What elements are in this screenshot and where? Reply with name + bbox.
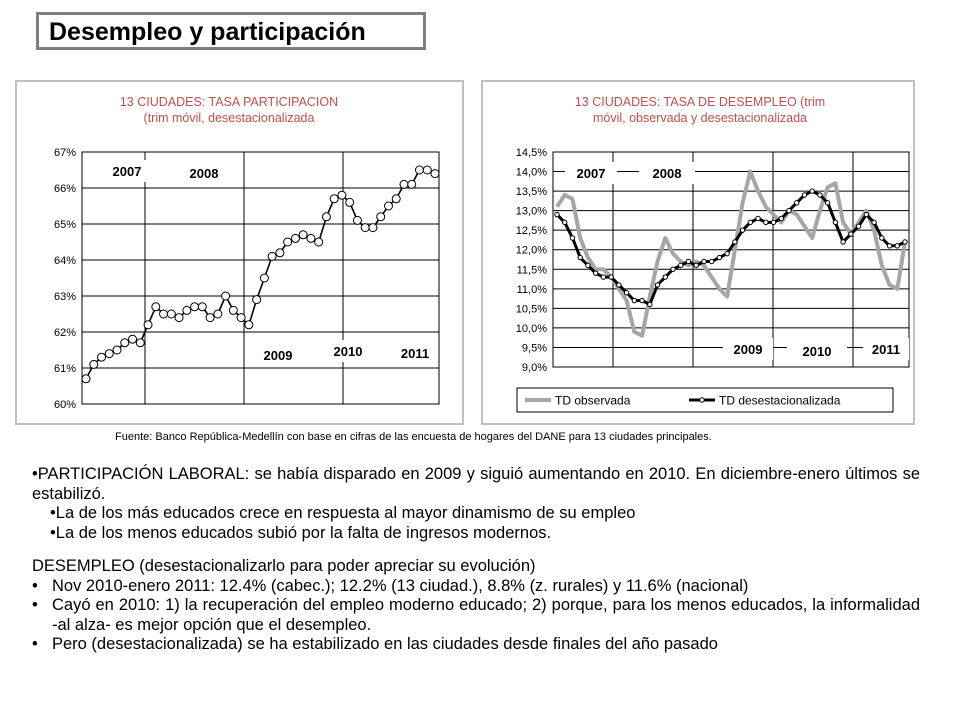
year-label: 2008 <box>189 166 219 181</box>
data-point <box>686 259 690 263</box>
y-tick-label: 67% <box>53 147 76 159</box>
chart-subtitle: (trim móvil, desestacionalizada <box>143 111 315 125</box>
data-point <box>237 314 245 322</box>
unemployment-chart-panel <box>481 80 915 425</box>
year-label: 2010 <box>333 344 363 359</box>
data-point <box>408 180 416 188</box>
year-label: 2011 <box>400 346 430 361</box>
data-point <box>284 238 292 246</box>
data-point <box>601 275 605 279</box>
data-point <box>384 202 392 210</box>
data-point <box>818 193 822 197</box>
data-point <box>113 346 121 354</box>
unemployment-chart <box>483 82 913 423</box>
y-tick-label: 12,0% <box>515 244 547 257</box>
data-point <box>268 252 276 260</box>
data-point <box>864 212 868 216</box>
data-point <box>253 296 261 304</box>
source-note: Fuente: Banco República-Medellín con base en cifras de las encuesta de hogares del DANE para 13 ciudades principales. <box>115 431 712 443</box>
data-point <box>144 321 152 329</box>
data-point <box>322 213 330 221</box>
data-point <box>183 306 191 314</box>
data-point <box>764 220 768 224</box>
year-label: 2009 <box>733 342 763 357</box>
legend-marker <box>700 398 704 402</box>
year-label: 2008 <box>652 166 682 181</box>
y-tick-label: 13,5% <box>515 186 547 199</box>
data-point <box>895 244 899 248</box>
data-point <box>748 220 752 224</box>
participation-chart <box>17 82 462 423</box>
data-point <box>795 201 799 205</box>
data-point <box>377 213 385 221</box>
data-point <box>833 220 837 224</box>
year-label: 2010 <box>802 344 832 359</box>
data-point <box>624 291 628 295</box>
data-point <box>98 353 106 361</box>
data-point <box>779 216 783 220</box>
data-point <box>152 303 160 311</box>
data-point <box>856 224 860 228</box>
data-point <box>849 232 853 236</box>
data-point <box>709 259 713 263</box>
y-tick-label: 13,0% <box>515 205 547 218</box>
data-point <box>431 170 439 178</box>
data-point <box>160 310 168 318</box>
data-point <box>129 335 137 343</box>
year-label: 2007 <box>576 166 606 181</box>
body-text <box>32 465 920 655</box>
data-point <box>756 216 760 220</box>
data-point <box>175 314 183 322</box>
data-point <box>841 240 845 244</box>
title-box <box>36 12 426 50</box>
data-point <box>593 271 597 275</box>
year-label: 2009 <box>263 348 293 363</box>
data-point <box>369 224 377 232</box>
data-point <box>90 360 98 368</box>
page-title: Desempleo y participación <box>49 18 366 46</box>
chart-subtitle: móvil, observada y desestacionalizada <box>592 111 808 125</box>
data-point <box>415 166 423 174</box>
data-point <box>702 259 706 263</box>
year-label: 2011 <box>871 342 901 357</box>
y-tick-label: 14,5% <box>515 147 547 159</box>
data-point <box>771 220 775 224</box>
data-point <box>260 274 268 282</box>
data-point <box>872 220 876 224</box>
data-point <box>632 298 636 302</box>
participation-sub-2: •La de los menos educados subió por la falta de ingresos modernos. <box>50 523 552 542</box>
data-point <box>679 263 683 267</box>
data-point <box>609 275 613 279</box>
data-point <box>353 216 361 224</box>
participation-sub-1: •La de los más educados crece en respuesta al mayor dinamismo de su empleo <box>50 504 636 522</box>
data-point <box>400 180 408 188</box>
data-point <box>361 224 369 232</box>
data-point <box>787 208 791 212</box>
y-tick-label: 62% <box>53 327 76 339</box>
data-point <box>555 212 559 216</box>
y-tick-label: 66% <box>53 183 76 195</box>
y-tick-label: 11,0% <box>516 283 547 296</box>
data-point <box>315 238 323 246</box>
data-point <box>887 244 891 248</box>
data-point <box>307 234 315 242</box>
data-point <box>578 255 582 259</box>
data-point <box>136 339 144 347</box>
data-point <box>121 339 129 347</box>
data-point <box>740 228 744 232</box>
y-tick-label: 60% <box>53 399 76 411</box>
legend-label: TD desestacionalizada <box>719 393 841 408</box>
data-point <box>330 195 338 203</box>
data-point <box>191 303 199 311</box>
data-point <box>245 321 253 329</box>
data-point <box>167 310 175 318</box>
data-point <box>105 350 113 358</box>
data-point <box>82 375 90 383</box>
data-point <box>276 249 284 257</box>
y-tick-label: 61% <box>53 363 76 375</box>
data-point <box>671 267 675 271</box>
year-label: 2007 <box>112 164 142 179</box>
unemployment-heading: DESEMPLEO (desestacionalizarlo para poder apreciar su evolución) <box>32 557 536 575</box>
data-point <box>586 263 590 267</box>
unemployment-bullet-3: • Pero (desestacionalizada) se ha estabilizado en las ciudades desde finales del año pasado <box>32 635 718 653</box>
data-point <box>291 234 299 242</box>
data-point <box>423 166 431 174</box>
y-tick-label: 63% <box>53 291 76 303</box>
data-point <box>563 220 567 224</box>
data-point <box>655 283 659 287</box>
chart-title: 13 CIUDADES: TASA DE DESEMPLEO (trim <box>574 95 826 109</box>
y-tick-label: 12,5% <box>515 225 547 238</box>
y-tick-label: 10,5% <box>515 303 547 316</box>
y-tick-label: 65% <box>53 219 76 231</box>
data-point <box>206 314 214 322</box>
y-tick-label: 10,0% <box>515 322 547 335</box>
data-point <box>214 310 222 318</box>
data-point <box>663 275 667 279</box>
y-tick-label: 14,0% <box>515 166 547 179</box>
y-tick-label: 9,5% <box>521 342 547 355</box>
data-point <box>733 240 737 244</box>
y-tick-label: 64% <box>53 255 76 267</box>
data-point <box>880 236 884 240</box>
data-point <box>725 251 729 255</box>
participation-paragraph: •PARTICIPACIÓN LABORAL: se había disparado en 2009 y siguió aumentando en 2010. En diciembre-enero últimos se estabilizó. <box>32 465 920 503</box>
data-point <box>640 298 644 302</box>
data-point <box>694 263 698 267</box>
unemployment-bullet-2: • Cayó en 2010: 1) la recuperación del empleo moderno educado; 2) porque, para los menos educados, la informalidad -al alza- es mejor opción que el desempleo. <box>32 596 920 634</box>
data-point <box>903 240 907 244</box>
data-point <box>346 198 354 206</box>
data-point <box>229 306 237 314</box>
y-tick-label: 9,0% <box>521 362 547 374</box>
data-point <box>648 302 652 306</box>
legend-label: TD observada <box>555 393 631 408</box>
chart-title: 13 CIUDADES: TASA PARTICIPACION <box>119 95 339 109</box>
data-point <box>392 195 400 203</box>
unemployment-bullet-1: • Nov 2010-enero 2011: 12.4% (cabec.); 12.2% (13 ciudad.), 8.8% (z. rurales) y 11.6% (nacional) <box>32 576 749 595</box>
data-point <box>338 191 346 199</box>
data-point <box>198 303 206 311</box>
data-point <box>617 283 621 287</box>
data-point <box>825 201 829 205</box>
data-point <box>222 292 230 300</box>
participation-chart-panel <box>15 80 464 425</box>
y-tick-label: 11,5% <box>516 264 547 277</box>
plot-frame <box>553 152 909 367</box>
data-point <box>570 236 574 240</box>
data-point <box>802 193 806 197</box>
data-point <box>810 189 814 193</box>
data-point <box>717 255 721 259</box>
data-point <box>299 231 307 239</box>
